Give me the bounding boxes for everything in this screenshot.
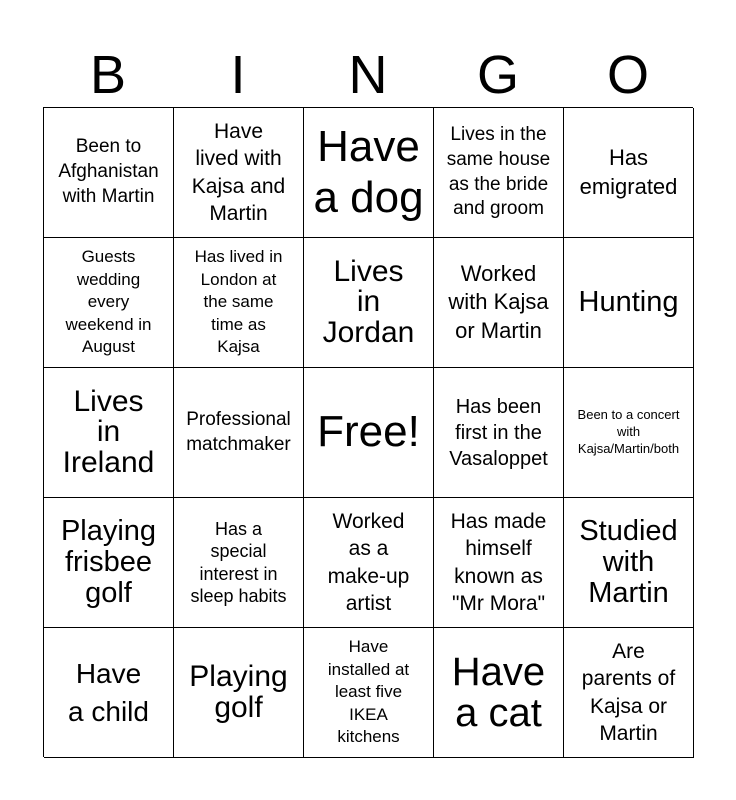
cell-text: Has lived in London at the same time as Kajsa (194, 246, 283, 357)
bingo-cell-g3[interactable] (434, 368, 564, 498)
bingo-cell-b2[interactable] (44, 238, 174, 368)
bingo-cell-n1[interactable] (304, 108, 434, 238)
cell-text: Has made himself known as "Mr Mora" (450, 509, 547, 615)
bingo-cell-o1[interactable] (564, 108, 694, 238)
cell-text: Studied with Martin (579, 514, 678, 609)
cell-text: Are parents of Kajsa or Martin (581, 639, 676, 745)
cell-text: Have lived with Kajsa and Martin (191, 119, 286, 225)
bingo-cell-o2[interactable] (564, 238, 694, 368)
bingo-cell-g1[interactable] (434, 108, 564, 238)
cell-text: Lives in Jordan (322, 254, 415, 349)
cell-text: Has emigrated (579, 144, 678, 199)
bingo-cell-n2[interactable] (304, 238, 434, 368)
cell-text: Has a special interest in sleep habits (190, 518, 287, 606)
cell-text: Have a child (68, 657, 149, 727)
cell-text: Have a cat (451, 649, 546, 735)
bingo-cell-i4[interactable] (174, 498, 304, 628)
bingo-board (43, 107, 693, 757)
bingo-cell-i2[interactable] (174, 238, 304, 368)
bingo-cell-b5[interactable] (44, 628, 174, 758)
free-space: Free! (317, 407, 420, 457)
cell-text: Have a dog (313, 121, 424, 222)
bingo-header (43, 44, 693, 106)
cell-text: Been to a concert with Kajsa/Martin/both (577, 407, 680, 456)
bingo-cell-o5[interactable] (564, 628, 694, 758)
bingo-cell-n4[interactable] (304, 498, 434, 628)
bingo-cell-n3[interactable] (304, 368, 434, 498)
bingo-cell-o3[interactable] (564, 368, 694, 498)
header-letter-o: O (606, 45, 649, 105)
bingo-cell-g2[interactable] (434, 238, 564, 368)
cell-text: Worked with Kajsa or Martin (448, 260, 549, 343)
header-letter-n: N (348, 45, 388, 105)
bingo-cell-i1[interactable] (174, 108, 304, 238)
header-letter-b: B (89, 45, 127, 105)
cell-text: Worked as a make-up artist (327, 509, 410, 615)
cell-text: Guests wedding every weekend in August (65, 246, 152, 357)
bingo-cell-b4[interactable] (44, 498, 174, 628)
bingo-cell-g4[interactable] (434, 498, 564, 628)
bingo-cell-b1[interactable] (44, 108, 174, 238)
bingo-cell-b3[interactable] (44, 368, 174, 498)
cell-text: Lives in the same house as the bride and groom (446, 124, 551, 220)
header-letter-g: G (476, 45, 519, 105)
cell-text: Playing golf (189, 659, 288, 724)
bingo-cell-i3[interactable] (174, 368, 304, 498)
bingo-cell-g5[interactable] (434, 628, 564, 758)
cell-text: Professional matchmaker (186, 408, 291, 455)
header-letter-i: I (230, 45, 246, 105)
bingo-cell-o4[interactable] (564, 498, 694, 628)
bingo-cell-n5[interactable] (304, 628, 434, 758)
cell-text: Have installed at least five IKEA kitchens (327, 636, 410, 747)
cell-text: Been to Afghanistan with Martin (58, 136, 159, 207)
cell-text: Lives in Ireland (62, 384, 155, 479)
bingo-cell-i5[interactable] (174, 628, 304, 758)
cell-text: Playing frisbee golf (60, 514, 157, 609)
cell-text: Has been first in the Vasaloppet (449, 395, 548, 470)
cell-text: Hunting (578, 285, 679, 318)
